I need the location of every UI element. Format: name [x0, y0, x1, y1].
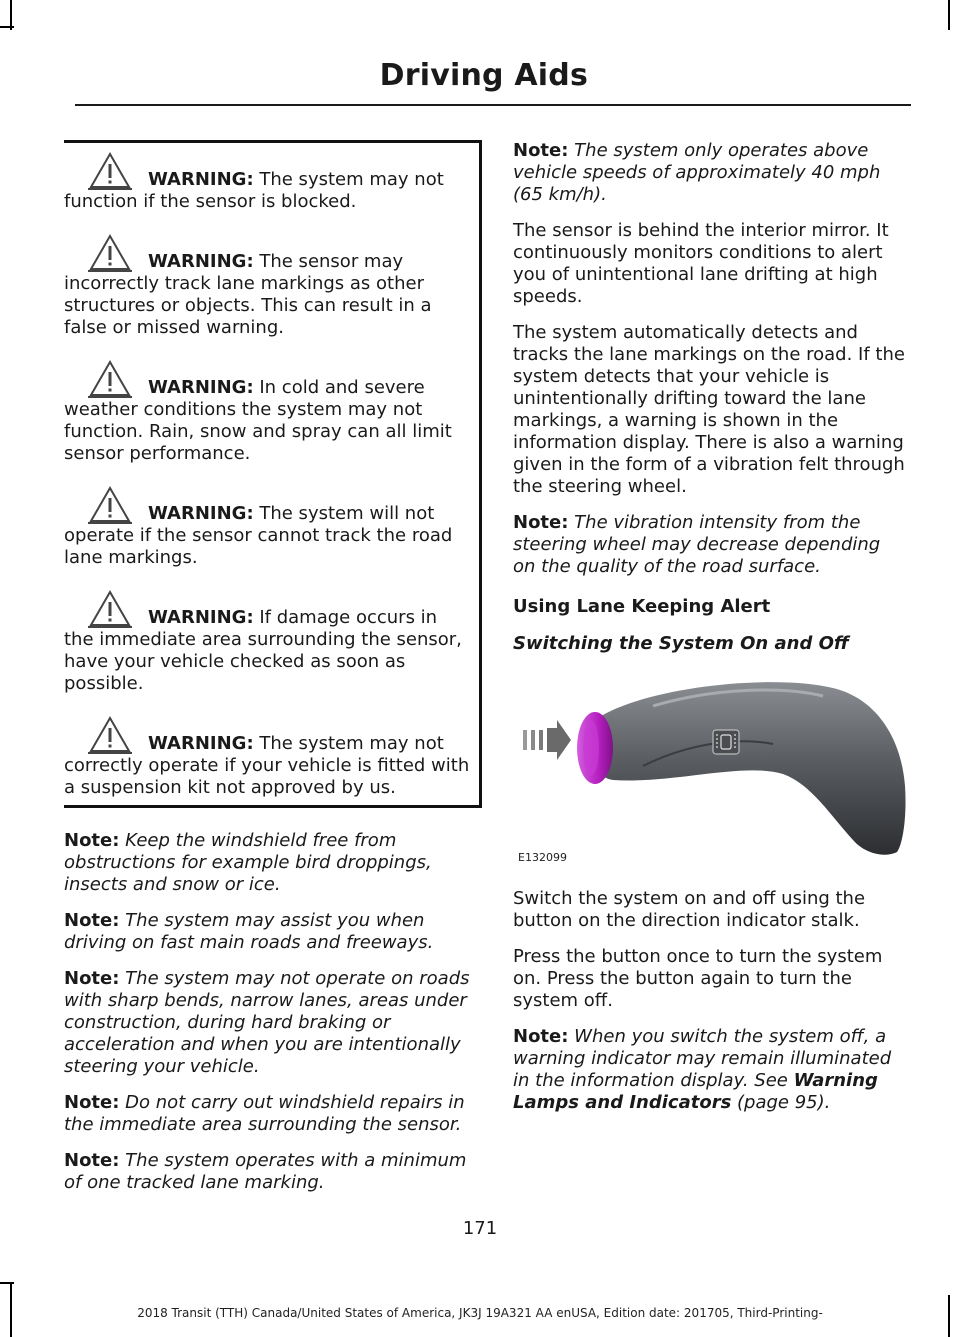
warning-triangle-icon [88, 359, 132, 399]
crop-mark-top-left-h [0, 26, 14, 28]
page-number: 171 [462, 1218, 498, 1239]
warning-item [64, 485, 471, 569]
note-label: Note: [513, 140, 569, 161]
warning-label: WARNING: [148, 503, 254, 524]
note-paragraph [64, 830, 482, 896]
direction-indicator-stalk-image [513, 666, 908, 870]
note-text: The system may not operate on roads with sharp bends, narrow lanes, areas under construction, during hard braking or acceleration and when you are intentionally steering your vehicle. [64, 968, 470, 1077]
header-rule [75, 104, 911, 106]
warning-triangle-icon [88, 715, 132, 755]
push-arrow-icon [523, 720, 571, 760]
warning-label: WARNING: [148, 607, 254, 628]
warning-triangle-icon [88, 151, 132, 191]
note-text: The vibration intensity from the steering wheel may decrease depending on the quality of the road surface. [513, 512, 881, 577]
note-label: Note: [64, 830, 120, 851]
page-header-title: Driving Aids [379, 58, 588, 93]
warning-item [64, 359, 471, 465]
body-paragraph: Press the button once to turn the system on. Press the button again to turn the system off. [513, 946, 883, 1011]
note-paragraph [64, 910, 482, 954]
warning-text: The system may not correctly operate if your vehicle is fitted with a suspension kit not approved by us. [64, 733, 470, 798]
note-label: Note: [64, 910, 120, 931]
body-paragraph: Switch the system on and off using the button on the direction indicator stalk. [513, 888, 866, 931]
note-paragraph [513, 140, 908, 206]
crop-mark-top-right-v [948, 0, 950, 30]
note-label: Note: [64, 1150, 120, 1171]
body-paragraph: The system automatically detects and tracks the lane markings on the road. If the system detects that your vehicle is unintentionally drifting toward the lane markings, a warning is shown in the information display. There is also a warning given in the form of a vibration felt through the steering wheel. [513, 322, 905, 497]
warning-text: In cold and severe weather conditions the system may not function. Rain, snow and spray can all limit sensor performance. [64, 377, 452, 464]
note-text: The system may assist you when driving on fast main roads and freeways. [64, 910, 434, 953]
warning-text: The system may not function if the sensor is blocked. [64, 169, 444, 212]
warning-item [64, 589, 471, 695]
warning-text: The sensor may incorrectly track lane markings as other structures or objects. This can result in a false or missed warning. [64, 251, 432, 338]
warning-label: WARNING: [148, 251, 254, 272]
note-paragraph [513, 1026, 908, 1114]
note-text: The system only operates above vehicle speeds of approximately 40 mph (65 km/h). [513, 140, 881, 205]
cross-reference-link[interactable]: Warning Lamps and Indicators [513, 1070, 878, 1113]
warning-text: The system will not operate if the sensor cannot track the road lane markings. [64, 503, 453, 568]
subsection-heading: Switching the System On and Off [513, 633, 849, 654]
note-label: Note: [64, 1092, 120, 1113]
right-column [513, 140, 908, 1128]
note-label: Note: [64, 968, 120, 989]
note-paragraph [64, 1092, 482, 1136]
note-paragraph [64, 1150, 482, 1194]
warning-label: WARNING: [148, 169, 254, 190]
cross-reference-page: (page 95). [731, 1092, 831, 1113]
warning-triangle-icon [88, 485, 132, 525]
warning-text: If damage occurs in the immediate area surrounding the sensor, have your vehicle checked as soon as possible. [64, 607, 462, 694]
warning-label: WARNING: [148, 377, 254, 398]
note-text: Do not carry out windshield repairs in the immediate area surrounding the sensor. [64, 1092, 465, 1135]
note-label: Note: [513, 512, 569, 533]
crop-mark-bottom-left-h [0, 1282, 14, 1284]
warning-label: WARNING: [148, 733, 254, 754]
footer-text: 2018 Transit (TTH) Canada/United States of America, JK3J 19A321 AA enUSA, Edition date: 201705, Third-Printing- [137, 1306, 823, 1320]
spacer [64, 808, 482, 830]
note-paragraph [513, 512, 908, 578]
note-text: The system operates with a minimum of one tracked lane marking. [64, 1150, 467, 1193]
warning-item [64, 233, 471, 339]
warnings-box [64, 140, 482, 808]
stalk-illustration [513, 666, 908, 870]
note-text: Keep the windshield free from obstructions for example bird droppings, insects and snow or ice. [64, 830, 432, 895]
figure-code: E132099 [518, 851, 567, 864]
warning-item [64, 715, 471, 799]
note-label: Note: [513, 1026, 569, 1047]
warning-triangle-icon [88, 589, 132, 629]
warning-triangle-icon [88, 233, 132, 273]
warning-item [64, 151, 471, 213]
section-heading: Using Lane Keeping Alert [513, 596, 771, 617]
left-column [64, 140, 482, 1208]
note-text: When you switch the system off, a warning indicator may remain illuminated in the information display. See [513, 1026, 892, 1091]
body-paragraph: The sensor is behind the interior mirror. It continuously monitors conditions to alert you of unintentional lane drifting at high speeds. [513, 220, 889, 307]
lane-keeping-switch-icon [713, 730, 739, 754]
note-paragraph [64, 968, 482, 1078]
